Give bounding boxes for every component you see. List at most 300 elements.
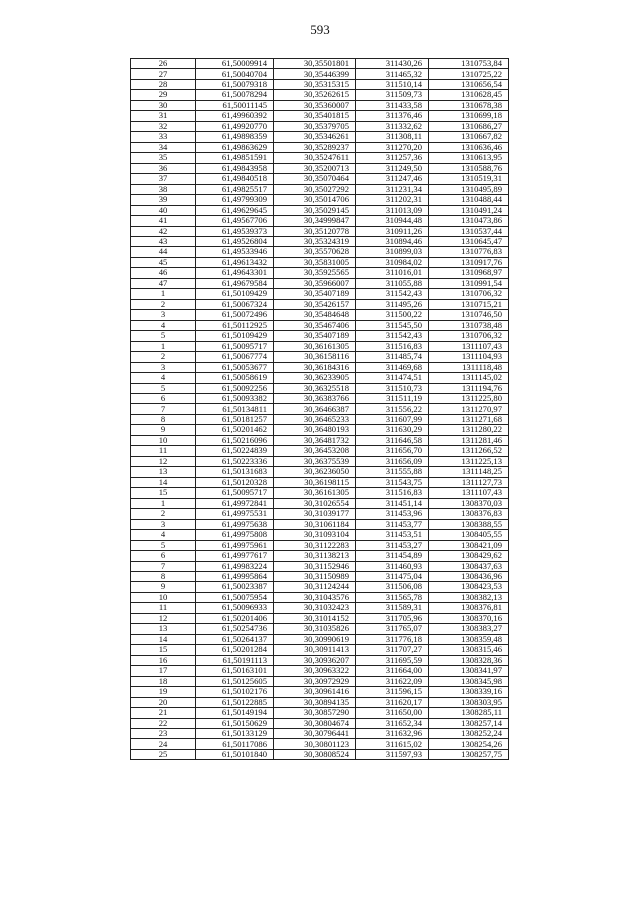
y-coordinate-cell: 1308370,03: [429, 498, 509, 508]
x-coordinate-cell: 311469,68: [356, 362, 429, 372]
point-number-cell: 19: [131, 687, 196, 697]
y-coordinate-cell: 1311104,93: [429, 352, 509, 362]
x-coordinate-cell: 311430,26: [356, 59, 429, 69]
y-coordinate-cell: 1308315,46: [429, 645, 509, 655]
latitude-cell: 61,50011145: [196, 100, 274, 110]
longitude-cell: 30,31138213: [274, 551, 356, 561]
latitude-cell: 61,50109429: [196, 331, 274, 341]
latitude-cell: 61,50163101: [196, 666, 274, 676]
y-coordinate-cell: 1310495,89: [429, 184, 509, 194]
longitude-cell: 30,36480193: [274, 425, 356, 435]
x-coordinate-cell: 311453,96: [356, 509, 429, 519]
point-number-cell: 14: [131, 477, 196, 487]
table-row: [131, 551, 509, 561]
point-number-cell: 25: [131, 749, 196, 759]
latitude-cell: 61,49843958: [196, 163, 274, 173]
point-number-cell: 10: [131, 592, 196, 602]
latitude-cell: 61,50131683: [196, 467, 274, 477]
longitude-cell: 30,34999847: [274, 216, 356, 226]
table-row: [131, 394, 509, 404]
point-number-cell: 45: [131, 257, 196, 267]
x-coordinate-cell: 311597,93: [356, 749, 429, 759]
table-row: [131, 488, 509, 498]
x-coordinate-cell: 311454,89: [356, 551, 429, 561]
x-coordinate-cell: 311615,02: [356, 739, 429, 749]
longitude-cell: 30,31032423: [274, 603, 356, 613]
y-coordinate-cell: 1308437,63: [429, 561, 509, 571]
x-coordinate-cell: 311565,78: [356, 592, 429, 602]
table-row: [131, 121, 509, 131]
longitude-cell: 30,30972929: [274, 676, 356, 686]
latitude-cell: 61,50112925: [196, 320, 274, 330]
point-number-cell: 40: [131, 205, 196, 215]
table-row: [131, 331, 509, 341]
longitude-cell: 30,35346261: [274, 132, 356, 142]
longitude-cell: 30,36325518: [274, 383, 356, 393]
table-row: [131, 247, 509, 257]
latitude-cell: 61,49840518: [196, 174, 274, 184]
point-number-cell: 5: [131, 331, 196, 341]
point-number-cell: 4: [131, 373, 196, 383]
latitude-cell: 61,50224839: [196, 446, 274, 456]
x-coordinate-cell: 311607,99: [356, 414, 429, 424]
point-number-cell: 30: [131, 100, 196, 110]
y-coordinate-cell: 1311107,43: [429, 341, 509, 351]
longitude-cell: 30,35925565: [274, 268, 356, 278]
longitude-cell: 30,35027292: [274, 184, 356, 194]
latitude-cell: 61,50072496: [196, 310, 274, 320]
latitude-cell: 61,50216096: [196, 435, 274, 445]
table-row: [131, 613, 509, 623]
y-coordinate-cell: 1311194,76: [429, 383, 509, 393]
x-coordinate-cell: 311650,00: [356, 708, 429, 718]
x-coordinate-cell: 311545,50: [356, 320, 429, 330]
longitude-cell: 30,35029145: [274, 205, 356, 215]
y-coordinate-cell: 1310706,32: [429, 331, 509, 341]
latitude-cell: 61,49920770: [196, 121, 274, 131]
table-row: [131, 163, 509, 173]
y-coordinate-cell: 1310686,27: [429, 121, 509, 131]
longitude-cell: 30,36161305: [274, 341, 356, 351]
y-coordinate-cell: 1310776,83: [429, 247, 509, 257]
y-coordinate-cell: 1308345,98: [429, 676, 509, 686]
y-coordinate-cell: 1310519,31: [429, 174, 509, 184]
table-row: [131, 498, 509, 508]
y-coordinate-cell: 1308405,55: [429, 530, 509, 540]
point-number-cell: 26: [131, 59, 196, 69]
y-coordinate-cell: 1308388,55: [429, 519, 509, 529]
longitude-cell: 30,30990619: [274, 634, 356, 644]
point-number-cell: 7: [131, 404, 196, 414]
y-coordinate-cell: 1308429,62: [429, 551, 509, 561]
point-number-cell: 17: [131, 666, 196, 676]
latitude-cell: 61,50125605: [196, 676, 274, 686]
table-row: [131, 467, 509, 477]
latitude-cell: 61,49629645: [196, 205, 274, 215]
longitude-cell: 30,31035826: [274, 624, 356, 634]
y-coordinate-cell: 1308376,81: [429, 603, 509, 613]
table-row: [131, 435, 509, 445]
longitude-cell: 30,35407189: [274, 331, 356, 341]
x-coordinate-cell: 311231,34: [356, 184, 429, 194]
y-coordinate-cell: 1311145,02: [429, 373, 509, 383]
table-row: [131, 729, 509, 739]
longitude-cell: 30,35501801: [274, 59, 356, 69]
y-coordinate-cell: 1311225,13: [429, 456, 509, 466]
table-row: [131, 530, 509, 540]
table-row: [131, 352, 509, 362]
y-coordinate-cell: 1308285,11: [429, 708, 509, 718]
table-row: [131, 676, 509, 686]
longitude-cell: 30,35570628: [274, 247, 356, 257]
y-coordinate-cell: 1310715,21: [429, 299, 509, 309]
x-coordinate-cell: 311465,32: [356, 69, 429, 79]
table-row: [131, 655, 509, 665]
latitude-cell: 61,50075954: [196, 592, 274, 602]
y-coordinate-cell: 1310753,84: [429, 59, 509, 69]
longitude-cell: 30,30911413: [274, 645, 356, 655]
longitude-cell: 30,36198115: [274, 477, 356, 487]
x-coordinate-cell: 311308,11: [356, 132, 429, 142]
latitude-cell: 61,50101840: [196, 749, 274, 759]
point-number-cell: 16: [131, 655, 196, 665]
y-coordinate-cell: 1310738,48: [429, 320, 509, 330]
latitude-cell: 61,49533946: [196, 247, 274, 257]
table-row: [131, 697, 509, 707]
longitude-cell: 30,30796441: [274, 729, 356, 739]
table-row: [131, 718, 509, 728]
x-coordinate-cell: 311332,62: [356, 121, 429, 131]
point-number-cell: 14: [131, 634, 196, 644]
longitude-cell: 30,36236050: [274, 467, 356, 477]
y-coordinate-cell: 1308370,16: [429, 613, 509, 623]
point-number-cell: 2: [131, 352, 196, 362]
x-coordinate-cell: 311376,46: [356, 111, 429, 121]
longitude-cell: 30,35401815: [274, 111, 356, 121]
table-row: [131, 666, 509, 676]
table-row: [131, 320, 509, 330]
latitude-cell: 61,49799309: [196, 195, 274, 205]
y-coordinate-cell: 1310699,18: [429, 111, 509, 121]
latitude-cell: 61,50092256: [196, 383, 274, 393]
page-number: 593: [310, 22, 330, 37]
point-number-cell: 33: [131, 132, 196, 142]
latitude-cell: 61,50223336: [196, 456, 274, 466]
latitude-cell: 61,49995864: [196, 571, 274, 581]
y-coordinate-cell: 1308328,36: [429, 655, 509, 665]
y-coordinate-cell: 1311280,22: [429, 425, 509, 435]
x-coordinate-cell: 311543,75: [356, 477, 429, 487]
y-coordinate-cell: 1311107,43: [429, 488, 509, 498]
x-coordinate-cell: 311013,09: [356, 205, 429, 215]
latitude-cell: 61,50117086: [196, 739, 274, 749]
longitude-cell: 30,31026554: [274, 498, 356, 508]
point-number-cell: 8: [131, 414, 196, 424]
longitude-cell: 30,31039177: [274, 509, 356, 519]
x-coordinate-cell: 311474,51: [356, 373, 429, 383]
latitude-cell: 61,50040704: [196, 69, 274, 79]
x-coordinate-cell: 311656,70: [356, 446, 429, 456]
point-number-cell: 1: [131, 289, 196, 299]
y-coordinate-cell: 1311271,68: [429, 414, 509, 424]
x-coordinate-cell: 311453,51: [356, 530, 429, 540]
table-row: [131, 289, 509, 299]
table-row: [131, 195, 509, 205]
y-coordinate-cell: 1310645,47: [429, 236, 509, 246]
latitude-cell: 61,50254736: [196, 624, 274, 634]
table-row: [131, 509, 509, 519]
longitude-cell: 30,31124244: [274, 582, 356, 592]
latitude-cell: 61,49679584: [196, 278, 274, 288]
longitude-cell: 30,31122283: [274, 540, 356, 550]
point-number-cell: 3: [131, 310, 196, 320]
table-row: [131, 174, 509, 184]
longitude-cell: 30,35315315: [274, 79, 356, 89]
x-coordinate-cell: 310984,02: [356, 257, 429, 267]
point-number-cell: 9: [131, 425, 196, 435]
point-number-cell: 41: [131, 216, 196, 226]
longitude-cell: 30,35407189: [274, 289, 356, 299]
point-number-cell: 39: [131, 195, 196, 205]
latitude-cell: 61,50096933: [196, 603, 274, 613]
longitude-cell: 30,35426157: [274, 299, 356, 309]
x-coordinate-cell: 311510,73: [356, 383, 429, 393]
table-row: [131, 739, 509, 749]
table-row: [131, 111, 509, 121]
table-row: [131, 216, 509, 226]
longitude-cell: 30,31150989: [274, 571, 356, 581]
latitude-cell: 61,49975638: [196, 519, 274, 529]
x-coordinate-cell: 311589,31: [356, 603, 429, 613]
table-row: [131, 425, 509, 435]
point-number-cell: 18: [131, 676, 196, 686]
latitude-cell: 61,50201284: [196, 645, 274, 655]
latitude-cell: 61,50120328: [196, 477, 274, 487]
latitude-cell: 61,50181257: [196, 414, 274, 424]
x-coordinate-cell: 311542,43: [356, 289, 429, 299]
y-coordinate-cell: 1310491,24: [429, 205, 509, 215]
table-row: [131, 383, 509, 393]
longitude-cell: 30,30961416: [274, 687, 356, 697]
point-number-cell: 20: [131, 697, 196, 707]
longitude-cell: 30,35324319: [274, 236, 356, 246]
table-row: [131, 236, 509, 246]
latitude-cell: 61,49613432: [196, 257, 274, 267]
coordinates-table-body: [131, 59, 509, 760]
y-coordinate-cell: 1308421,09: [429, 540, 509, 550]
point-number-cell: 34: [131, 142, 196, 152]
y-coordinate-cell: 1308436,96: [429, 571, 509, 581]
latitude-cell: 61,50201406: [196, 613, 274, 623]
longitude-cell: 30,36481732: [274, 435, 356, 445]
latitude-cell: 61,49983224: [196, 561, 274, 571]
latitude-cell: 61,49975531: [196, 509, 274, 519]
table-row: [131, 132, 509, 142]
point-number-cell: 8: [131, 571, 196, 581]
table-row: [131, 69, 509, 79]
table-row: [131, 456, 509, 466]
longitude-cell: 30,35247611: [274, 153, 356, 163]
longitude-cell: 30,36184316: [274, 362, 356, 372]
x-coordinate-cell: 311765,07: [356, 624, 429, 634]
longitude-cell: 30,35262615: [274, 90, 356, 100]
x-coordinate-cell: 311622,09: [356, 676, 429, 686]
x-coordinate-cell: 311555,88: [356, 467, 429, 477]
point-number-cell: 12: [131, 613, 196, 623]
x-coordinate-cell: 311646,58: [356, 435, 429, 445]
table-row: [131, 341, 509, 351]
y-coordinate-cell: 1310746,50: [429, 310, 509, 320]
point-number-cell: 28: [131, 79, 196, 89]
x-coordinate-cell: 310894,46: [356, 236, 429, 246]
longitude-cell: 30,35831005: [274, 257, 356, 267]
longitude-cell: 30,35014706: [274, 195, 356, 205]
y-coordinate-cell: 1308383,27: [429, 624, 509, 634]
table-row: [131, 142, 509, 152]
table-row: [131, 79, 509, 89]
x-coordinate-cell: 311656,09: [356, 456, 429, 466]
x-coordinate-cell: 311247,46: [356, 174, 429, 184]
x-coordinate-cell: 311776,18: [356, 634, 429, 644]
latitude-cell: 61,49863629: [196, 142, 274, 152]
x-coordinate-cell: 311453,77: [356, 519, 429, 529]
x-coordinate-cell: 311451,14: [356, 498, 429, 508]
latitude-cell: 61,50058619: [196, 373, 274, 383]
x-coordinate-cell: 311249,50: [356, 163, 429, 173]
point-number-cell: 10: [131, 435, 196, 445]
table-row: [131, 100, 509, 110]
point-number-cell: 31: [131, 111, 196, 121]
x-coordinate-cell: 311270,20: [356, 142, 429, 152]
point-number-cell: 29: [131, 90, 196, 100]
table-row: [131, 373, 509, 383]
table-row: [131, 184, 509, 194]
x-coordinate-cell: 311630,29: [356, 425, 429, 435]
latitude-cell: 61,50133129: [196, 729, 274, 739]
x-coordinate-cell: 311506,08: [356, 582, 429, 592]
point-number-cell: 11: [131, 446, 196, 456]
latitude-cell: 61,49975808: [196, 530, 274, 540]
y-coordinate-cell: 1308376,83: [429, 509, 509, 519]
y-coordinate-cell: 1308359,48: [429, 634, 509, 644]
longitude-cell: 30,30808524: [274, 749, 356, 759]
x-coordinate-cell: 311475,04: [356, 571, 429, 581]
latitude-cell: 61,50122885: [196, 697, 274, 707]
longitude-cell: 30,35120778: [274, 226, 356, 236]
table-row: [131, 540, 509, 550]
latitude-cell: 61,50149194: [196, 708, 274, 718]
longitude-cell: 30,30936207: [274, 655, 356, 665]
y-coordinate-cell: 1310678,38: [429, 100, 509, 110]
y-coordinate-cell: 1308254,26: [429, 739, 509, 749]
y-coordinate-cell: 1310628,45: [429, 90, 509, 100]
table-row: [131, 603, 509, 613]
x-coordinate-cell: 311485,74: [356, 352, 429, 362]
table-row: [131, 571, 509, 581]
longitude-cell: 30,36161305: [274, 488, 356, 498]
longitude-cell: 30,36383766: [274, 394, 356, 404]
y-coordinate-cell: 1308382,13: [429, 592, 509, 602]
longitude-cell: 30,30801123: [274, 739, 356, 749]
point-number-cell: 44: [131, 247, 196, 257]
x-coordinate-cell: 311705,96: [356, 613, 429, 623]
table-row: [131, 153, 509, 163]
point-number-cell: 27: [131, 69, 196, 79]
point-number-cell: 3: [131, 519, 196, 529]
point-number-cell: 2: [131, 299, 196, 309]
table-row: [131, 645, 509, 655]
y-coordinate-cell: 1308252,24: [429, 729, 509, 739]
x-coordinate-cell: 311695,59: [356, 655, 429, 665]
x-coordinate-cell: 311509,73: [356, 90, 429, 100]
x-coordinate-cell: 311556,22: [356, 404, 429, 414]
table-row: [131, 561, 509, 571]
latitude-cell: 61,50023387: [196, 582, 274, 592]
point-number-cell: 22: [131, 718, 196, 728]
table-row: [131, 362, 509, 372]
latitude-cell: 61,50009914: [196, 59, 274, 69]
latitude-cell: 61,49975961: [196, 540, 274, 550]
point-number-cell: 5: [131, 540, 196, 550]
latitude-cell: 61,50095717: [196, 341, 274, 351]
point-number-cell: 24: [131, 739, 196, 749]
point-number-cell: 6: [131, 394, 196, 404]
longitude-cell: 30,35467406: [274, 320, 356, 330]
longitude-cell: 30,35379705: [274, 121, 356, 131]
latitude-cell: 61,50102176: [196, 687, 274, 697]
table-row: [131, 90, 509, 100]
x-coordinate-cell: 311632,96: [356, 729, 429, 739]
latitude-cell: 61,49977617: [196, 551, 274, 561]
point-number-cell: 3: [131, 362, 196, 372]
y-coordinate-cell: 1310968,97: [429, 268, 509, 278]
x-coordinate-cell: 311453,27: [356, 540, 429, 550]
latitude-cell: 61,50109429: [196, 289, 274, 299]
y-coordinate-cell: 1311127,73: [429, 477, 509, 487]
table-row: [131, 299, 509, 309]
latitude-cell: 61,50078294: [196, 90, 274, 100]
point-number-cell: 4: [131, 530, 196, 540]
table-row: [131, 257, 509, 267]
longitude-cell: 30,31093104: [274, 530, 356, 540]
point-number-cell: 38: [131, 184, 196, 194]
table-row: [131, 708, 509, 718]
longitude-cell: 30,30857290: [274, 708, 356, 718]
y-coordinate-cell: 1311225,80: [429, 394, 509, 404]
x-coordinate-cell: 311596,15: [356, 687, 429, 697]
longitude-cell: 30,35360007: [274, 100, 356, 110]
point-number-cell: 43: [131, 236, 196, 246]
longitude-cell: 30,36233905: [274, 373, 356, 383]
table-row: [131, 592, 509, 602]
x-coordinate-cell: 310899,03: [356, 247, 429, 257]
latitude-cell: 61,50067774: [196, 352, 274, 362]
latitude-cell: 61,49643301: [196, 268, 274, 278]
table-row: [131, 624, 509, 634]
x-coordinate-cell: 311055,88: [356, 278, 429, 288]
longitude-cell: 30,30804674: [274, 718, 356, 728]
y-coordinate-cell: 1311281,46: [429, 435, 509, 445]
y-coordinate-cell: 1310488,44: [429, 195, 509, 205]
table-row: [131, 582, 509, 592]
y-coordinate-cell: 1310537,44: [429, 226, 509, 236]
y-coordinate-cell: 1308257,14: [429, 718, 509, 728]
longitude-cell: 30,35200713: [274, 163, 356, 173]
point-number-cell: 21: [131, 708, 196, 718]
latitude-cell: 61,49567706: [196, 216, 274, 226]
longitude-cell: 30,36453208: [274, 446, 356, 456]
x-coordinate-cell: 311620,17: [356, 697, 429, 707]
